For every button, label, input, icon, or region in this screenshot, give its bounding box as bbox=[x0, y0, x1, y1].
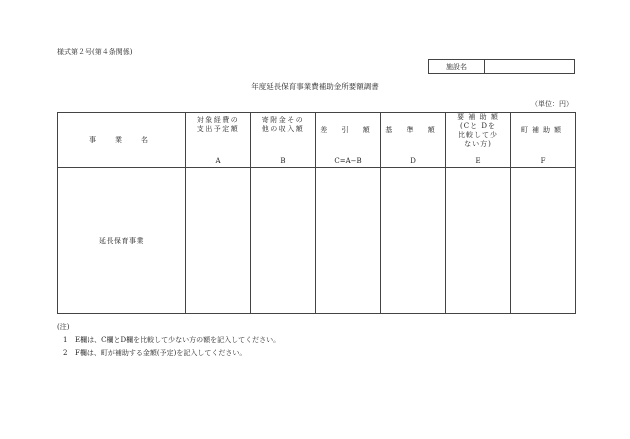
cell-d[interactable] bbox=[381, 168, 446, 314]
header-col-f bbox=[511, 113, 576, 168]
header-code: D bbox=[410, 157, 416, 165]
header-label: 差 引 額 bbox=[320, 126, 376, 134]
header-label: 基 準 額 bbox=[385, 126, 441, 134]
header-label: 要 補 助 額 (Cと Dを 比較して少 ない方) bbox=[457, 113, 499, 148]
note-number: 2 bbox=[63, 349, 68, 357]
subsidy-table bbox=[57, 112, 576, 314]
note-text: F欄は、町が補助する金額(予定)を記入してください。 bbox=[75, 349, 247, 357]
cell-a[interactable] bbox=[186, 168, 251, 314]
document-title: 年度延長保育事業費補助金所要額調書 bbox=[251, 82, 379, 91]
header-code: B bbox=[280, 157, 286, 165]
header-label: 寄附金その 他の収入額 bbox=[261, 116, 305, 133]
header-col-b bbox=[251, 113, 316, 168]
header-col-e bbox=[446, 113, 511, 168]
cell-b[interactable] bbox=[251, 168, 316, 314]
facility-name-label: 施設名 bbox=[429, 60, 485, 73]
header-label: 事 業 名 bbox=[89, 136, 154, 144]
facility-name-box bbox=[428, 59, 575, 74]
cell-c[interactable] bbox=[316, 168, 381, 314]
note-item bbox=[63, 335, 280, 345]
header-label: 町補助額 bbox=[521, 126, 565, 134]
note-number: 1 bbox=[63, 336, 68, 344]
header-code: A bbox=[215, 157, 221, 165]
note-text: E欄は、C欄とD欄を比較して少ない方の額を記入してください。 bbox=[75, 336, 281, 344]
header-col-d bbox=[381, 113, 446, 168]
header-business-name bbox=[58, 113, 186, 168]
unit-note: （単位：円） bbox=[531, 100, 573, 108]
table-header-row bbox=[58, 113, 576, 168]
header-col-c bbox=[316, 113, 381, 168]
header-label: 対象経費の 支出予定額 bbox=[196, 116, 240, 133]
facility-name-field[interactable] bbox=[485, 60, 574, 73]
form-label: 様式第２号(第４条関係) bbox=[57, 48, 133, 56]
notes-heading: (注) bbox=[57, 323, 70, 331]
note-item bbox=[63, 348, 246, 358]
header-code: E bbox=[475, 157, 481, 165]
header-col-a bbox=[186, 113, 251, 168]
cell-e[interactable] bbox=[446, 168, 511, 314]
cell-f[interactable] bbox=[511, 168, 576, 314]
business-name-cell: 延長保育事業 bbox=[58, 168, 186, 314]
header-code: F bbox=[540, 157, 546, 165]
table-row bbox=[58, 168, 576, 314]
header-code: C=A−B bbox=[334, 157, 362, 165]
